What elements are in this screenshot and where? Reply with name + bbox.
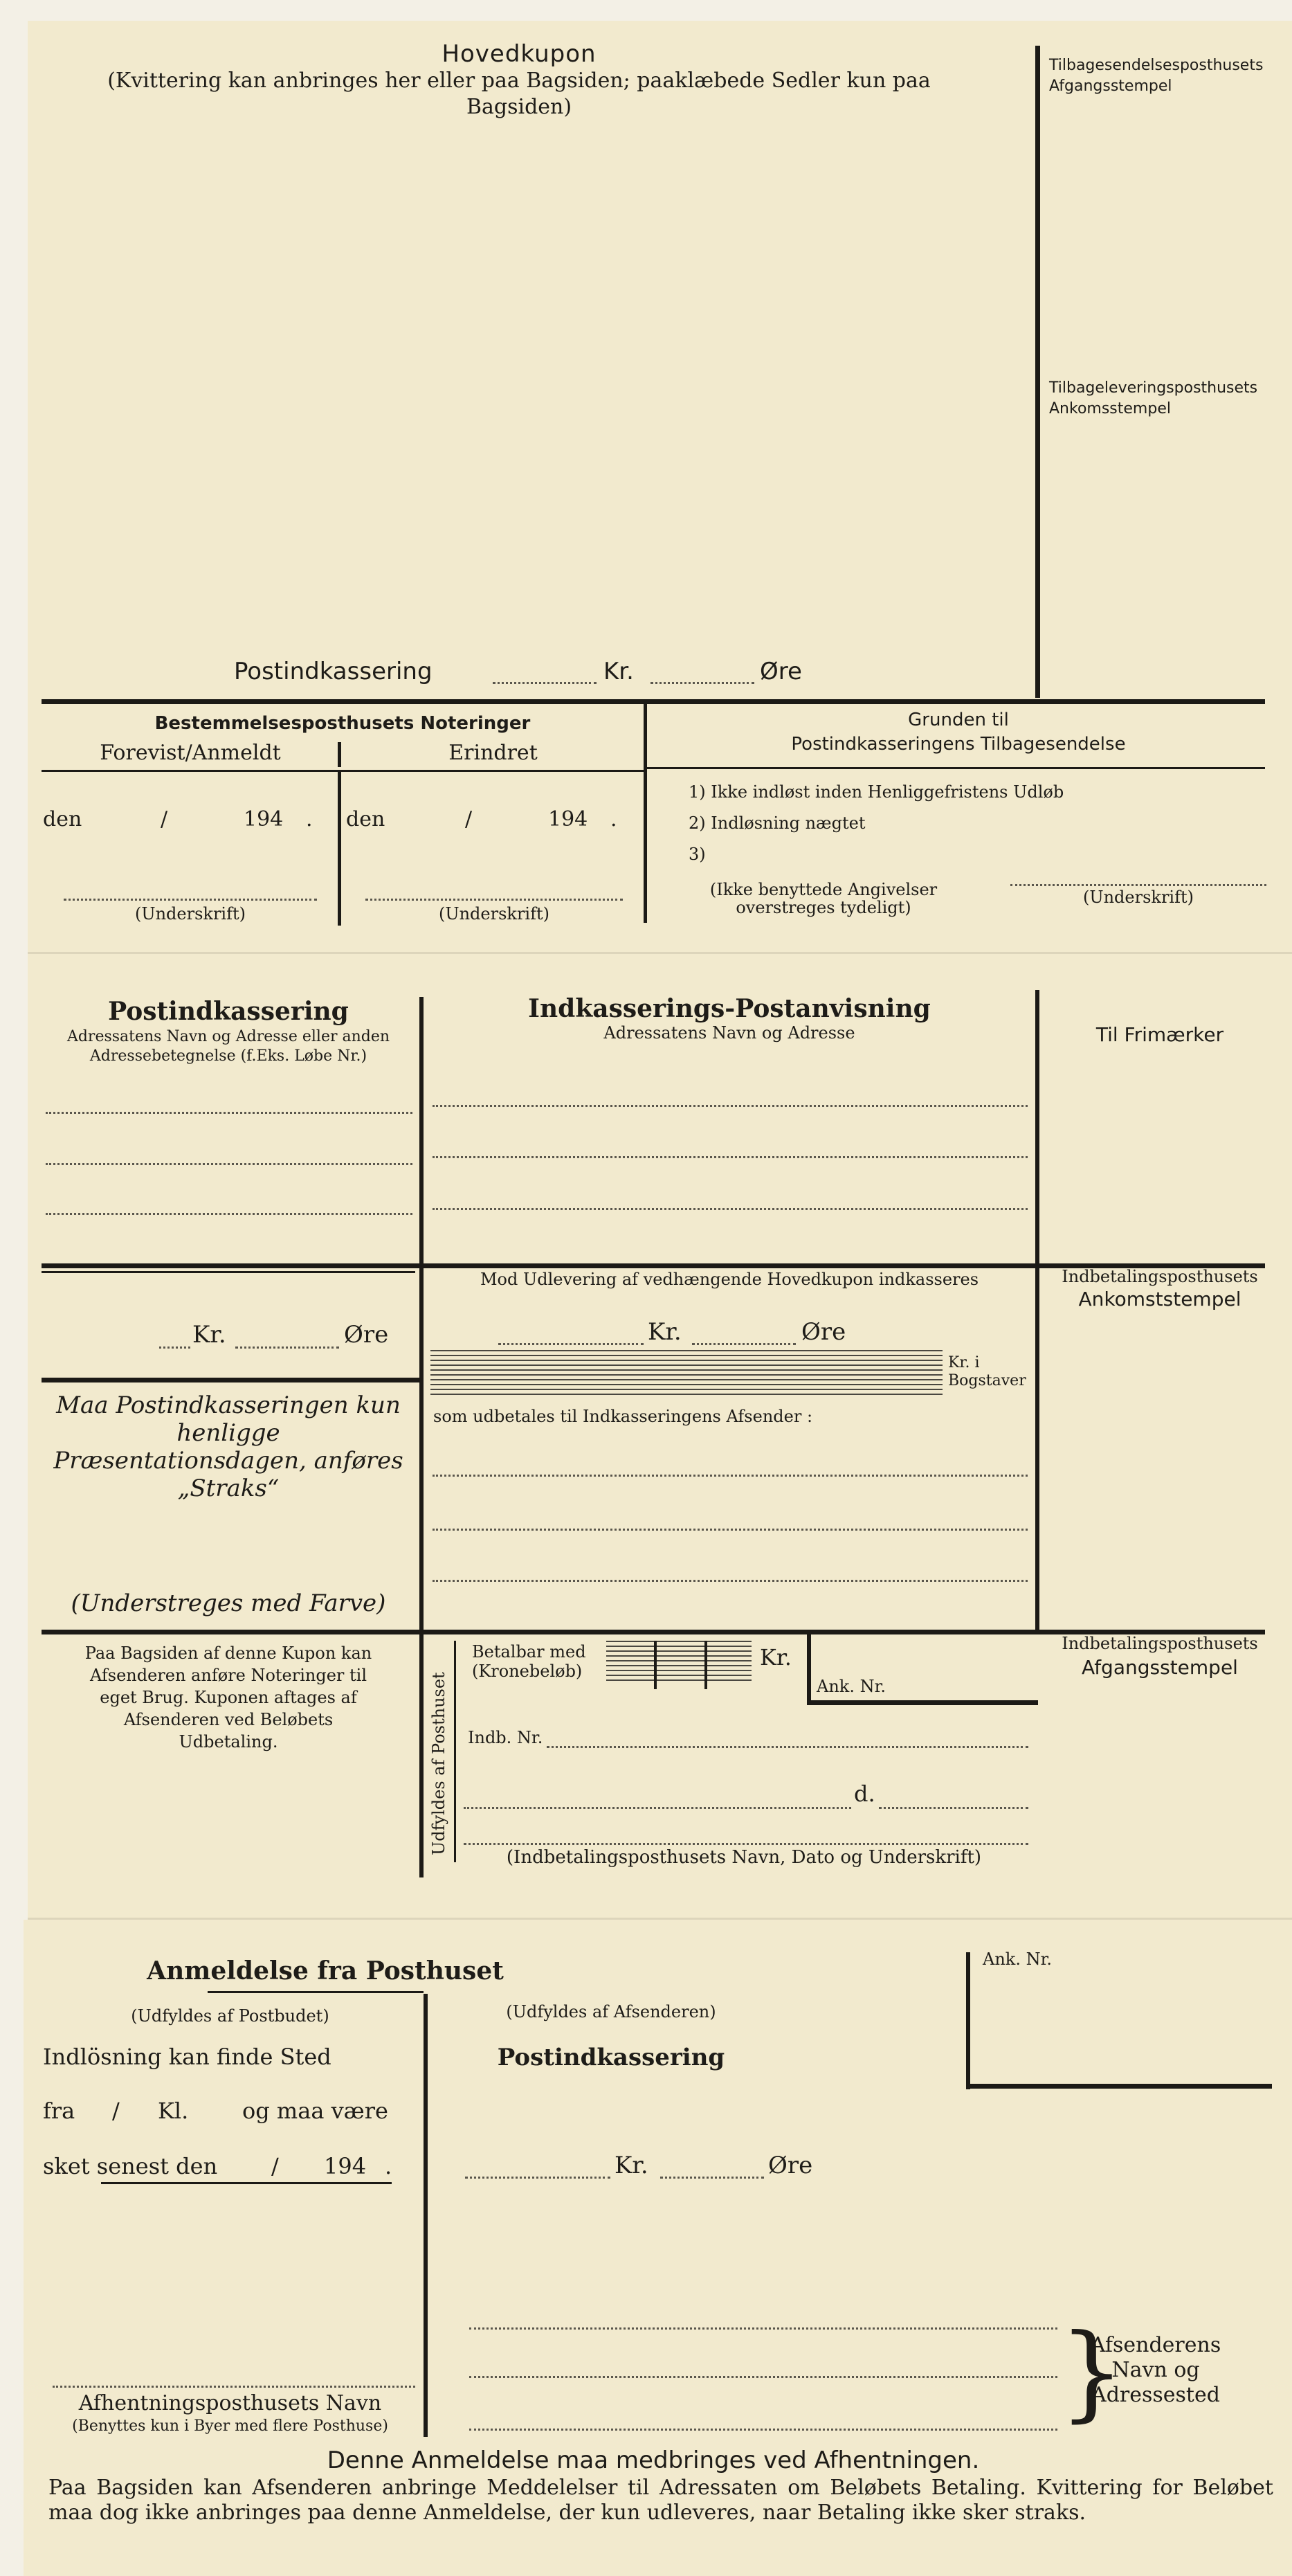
- payee-line-3: [433, 1580, 1028, 1582]
- left-kr-label: Kr.: [192, 1321, 226, 1349]
- reason-header-2: Postindkasseringens Tilbagesendelse: [791, 734, 1126, 755]
- center-ore-label: Øre: [801, 1318, 846, 1346]
- payable-label: Betalbar med (Kronebeløb): [472, 1642, 586, 1681]
- sender-brace: }: [1059, 2312, 1125, 2433]
- payable-box-line-2: [704, 1641, 707, 1689]
- left-ore-label: Øre: [344, 1321, 389, 1349]
- arrival-stamp-label-1: Indbetalingsposthusets: [1062, 1267, 1258, 1286]
- left-kr-line: [159, 1346, 190, 1349]
- amount-ore-line: [650, 682, 754, 684]
- payable-hatch: [606, 1641, 752, 1682]
- payout-text: som udbetales til Indkasseringens Afsender :: [433, 1407, 813, 1426]
- erindret-date-word: den: [346, 807, 385, 831]
- depart-stamp-label-2: Afgangsstempel: [1082, 1656, 1238, 1679]
- collect-text: Mod Udlevering af vedhængende Hovedkupon indkasseres: [480, 1270, 979, 1289]
- return-send-stamp-label: Tilbagesendelsesposthusets Afgangsstempel: [1049, 57, 1264, 95]
- notice-ore-label: Øre: [768, 2152, 813, 2179]
- notice-line2-slash: /: [112, 2098, 120, 2124]
- notice-line-1: Indlösning kan finde Sted: [43, 2044, 331, 2070]
- notice-kr-label: Kr.: [615, 2152, 648, 2179]
- amount-label: Postindkassering: [234, 658, 433, 685]
- return-delivery-stamp-label: Tilbageleveringsposthusets Ankomsstempel: [1049, 379, 1258, 417]
- indb-nr-line: [547, 1746, 1028, 1748]
- payment-office-label: (Indbetalingsposthusets Navn, Dato og Underskrift): [506, 1847, 982, 1868]
- payee-line-1: [433, 1475, 1028, 1477]
- order-center-sub: Adressatens Navn og Adresse: [603, 1023, 855, 1043]
- notice-line3-slash: /: [271, 2153, 279, 2179]
- main-coupon-sheet: [28, 21, 1292, 952]
- sender-line-3: [469, 2429, 1057, 2431]
- underline-note: (Understreges med Farve): [71, 1589, 386, 1617]
- center-ore-line: [692, 1343, 796, 1345]
- pickup-office-note: (Benyttes kun i Byer med flere Posthuse): [72, 2417, 388, 2435]
- addressee-line-1: [46, 1112, 412, 1114]
- payee-line-2: [433, 1529, 1028, 1531]
- depart-stamp-label-1: Indbetalingsposthusets: [1062, 1634, 1258, 1653]
- center-kr-label: Kr.: [648, 1318, 682, 1346]
- stamp-column-divider: [1035, 46, 1040, 698]
- erindret-signature-label: (Underskrift): [439, 904, 549, 924]
- erindret-date-slash: /: [465, 807, 473, 831]
- arrival-stamp-label-2: Ankomststempel: [1078, 1288, 1241, 1310]
- back-note: Paa Bagsiden af denne Kupon kan Afsenderen anføre Noteringer til eget Brug. Kuponen aftages af Afsenderen ved Beløbets Udbetaling.: [84, 1643, 372, 1751]
- addressee-line-3: [46, 1213, 412, 1215]
- d-line: [464, 1807, 851, 1809]
- pickup-office-label: Afhentningsposthusets Navn: [78, 2391, 382, 2415]
- forevist-signature-label: (Underskrift): [135, 904, 246, 924]
- reason-note: (Ikke benyttede Angivelser overstreges tydeligt): [709, 880, 938, 917]
- notes-header-split: [338, 742, 341, 767]
- stamps-label: Til Frimærker: [1095, 1023, 1224, 1046]
- notes-col1-label: Forevist/Anmeldt: [100, 741, 281, 765]
- order-left-divider: [419, 997, 424, 1877]
- center-address-line-2: [433, 1156, 1028, 1158]
- center-address-line-3: [433, 1208, 1028, 1210]
- notes-header: Bestemmelsesposthusets Noteringer: [154, 713, 531, 734]
- notes-top-rule: [42, 699, 1265, 704]
- pickup-office-line: [53, 2386, 415, 2388]
- d-label: d.: [854, 1781, 875, 1807]
- may-lie-note: Maa Postindkasseringen kun henligge Præsentationsdagen, anføres „Straks“: [53, 1391, 403, 1502]
- payable-box-line-1: [654, 1641, 657, 1689]
- payment-office-line: [464, 1843, 1028, 1845]
- notice-ank-box-bottom: [966, 2084, 1272, 2089]
- reason-1: 1) Ikke indløst inden Henliggefristens Udløb: [689, 782, 1064, 802]
- amount-in-words-field: [430, 1350, 943, 1398]
- sender-line-2: [469, 2376, 1057, 2378]
- addressee-line-2: [46, 1163, 412, 1165]
- notice-line3-a: sket senest den: [43, 2153, 218, 2179]
- amount-kr-line: [493, 682, 597, 684]
- sender-label-1: Afsenderens: [1090, 2333, 1221, 2357]
- order-right-divider: [1035, 990, 1039, 1630]
- forevist-period: .: [306, 807, 313, 831]
- notes-reason-divider: [644, 703, 647, 923]
- ank-nr-box-bottom: [807, 1700, 1038, 1705]
- forevist-signature-line: [64, 899, 317, 901]
- order-mid-rule-thin: [42, 1271, 415, 1273]
- notice-footer-text: Paa Bagsiden kan Afsenderen anbringe Meddelelser til Adressaten om Beløbets Betaling. Kvittering for Beløbet maa dog ikke anbringes paa denne Anmeldelse, der kun udleveres, naar Betaling ikke sker straks.: [48, 2476, 1273, 2525]
- filled-at-label: Udfyldes af Posthuset: [429, 1672, 448, 1855]
- reason-header-1: Grunden til: [908, 710, 1009, 730]
- notice-line2-fra: fra: [43, 2098, 75, 2124]
- ank-nr-label: Ank. Nr.: [817, 1677, 886, 1696]
- ore-label: Øre: [760, 658, 802, 685]
- notice-kr-line: [465, 2177, 610, 2179]
- sender-line-1: [469, 2327, 1057, 2330]
- d-line-2: [879, 1807, 1028, 1809]
- notice-ore-line: [660, 2177, 764, 2179]
- order-center-title: Indkasserings-Postanvisning: [528, 994, 931, 1023]
- kr-label: Kr.: [603, 658, 634, 685]
- reason-3: 3): [689, 845, 706, 864]
- indb-nr-label: Indb. Nr.: [468, 1728, 543, 1747]
- erindret-year: 194: [548, 807, 588, 831]
- sender-label-3: Adressested: [1091, 2383, 1220, 2407]
- reason-signature-label: (Underskrift): [1083, 888, 1194, 907]
- by-post-label: (Udfyldes af Postbudet): [131, 2006, 329, 2026]
- forevist-date-word: den: [43, 807, 82, 831]
- filled-at-divider: [454, 1641, 456, 1862]
- notice-title: Anmeldelse fra Posthuset: [147, 1956, 504, 1985]
- order-left-sub: Adressatens Navn og Adresse eller anden Adressebetegnelse (f.Eks. Løbe Nr.): [66, 1028, 390, 1065]
- payable-kr-label: Kr.: [760, 1644, 792, 1670]
- notice-line2-rest: og maa være: [242, 2098, 388, 2124]
- notice-ank-nr-label: Ank. Nr.: [983, 1949, 1053, 1969]
- left-kr-rule: [42, 1378, 419, 1382]
- erindret-period: .: [610, 807, 617, 831]
- notice-line3-period: .: [385, 2153, 392, 2179]
- forevist-date-slash: /: [161, 807, 168, 831]
- order-left-title: Postindkassering: [108, 997, 349, 1026]
- notes-col-divider: [338, 770, 341, 926]
- notes-col2-label: Erindret: [448, 741, 538, 765]
- ank-nr-box-left: [807, 1632, 811, 1705]
- notice-line3-year: 194: [324, 2153, 367, 2179]
- notice-title-rule: [208, 1991, 424, 1993]
- notes-header-rule: [42, 770, 644, 772]
- center-address-line-1: [433, 1105, 1028, 1107]
- reason-header-rule: [647, 767, 1265, 769]
- reason-2: 2) Indløsning nægtet: [689, 813, 866, 833]
- notice-line3-rule: [101, 2182, 392, 2184]
- kr-letters-label: Kr. i Bogstaver: [948, 1354, 1026, 1389]
- left-ore-line: [235, 1346, 339, 1349]
- forevist-year: 194: [244, 807, 284, 831]
- sender-label-2: Navn og: [1111, 2358, 1200, 2382]
- notice-center-title: Postindkassering: [497, 2044, 725, 2071]
- notice-line2-kl: Kl.: [158, 2098, 189, 2124]
- by-sender-label: (Udfyldes af Afsenderen): [506, 2002, 716, 2021]
- reason-signature-line: [1010, 884, 1266, 886]
- center-kr-line: [498, 1343, 644, 1345]
- main-coupon-subtitle: (Kvittering kan anbringes her eller paa Bagsiden; paaklæbede Sedler kun paa Bagsiden): [107, 69, 931, 119]
- erindret-signature-line: [365, 899, 623, 901]
- main-coupon-title: Hovedkupon: [442, 40, 597, 68]
- notice-ank-box-left: [966, 1952, 970, 2089]
- notice-footer-bold: Denne Anmeldelse maa medbringes ved Afhentningen.: [327, 2447, 980, 2474]
